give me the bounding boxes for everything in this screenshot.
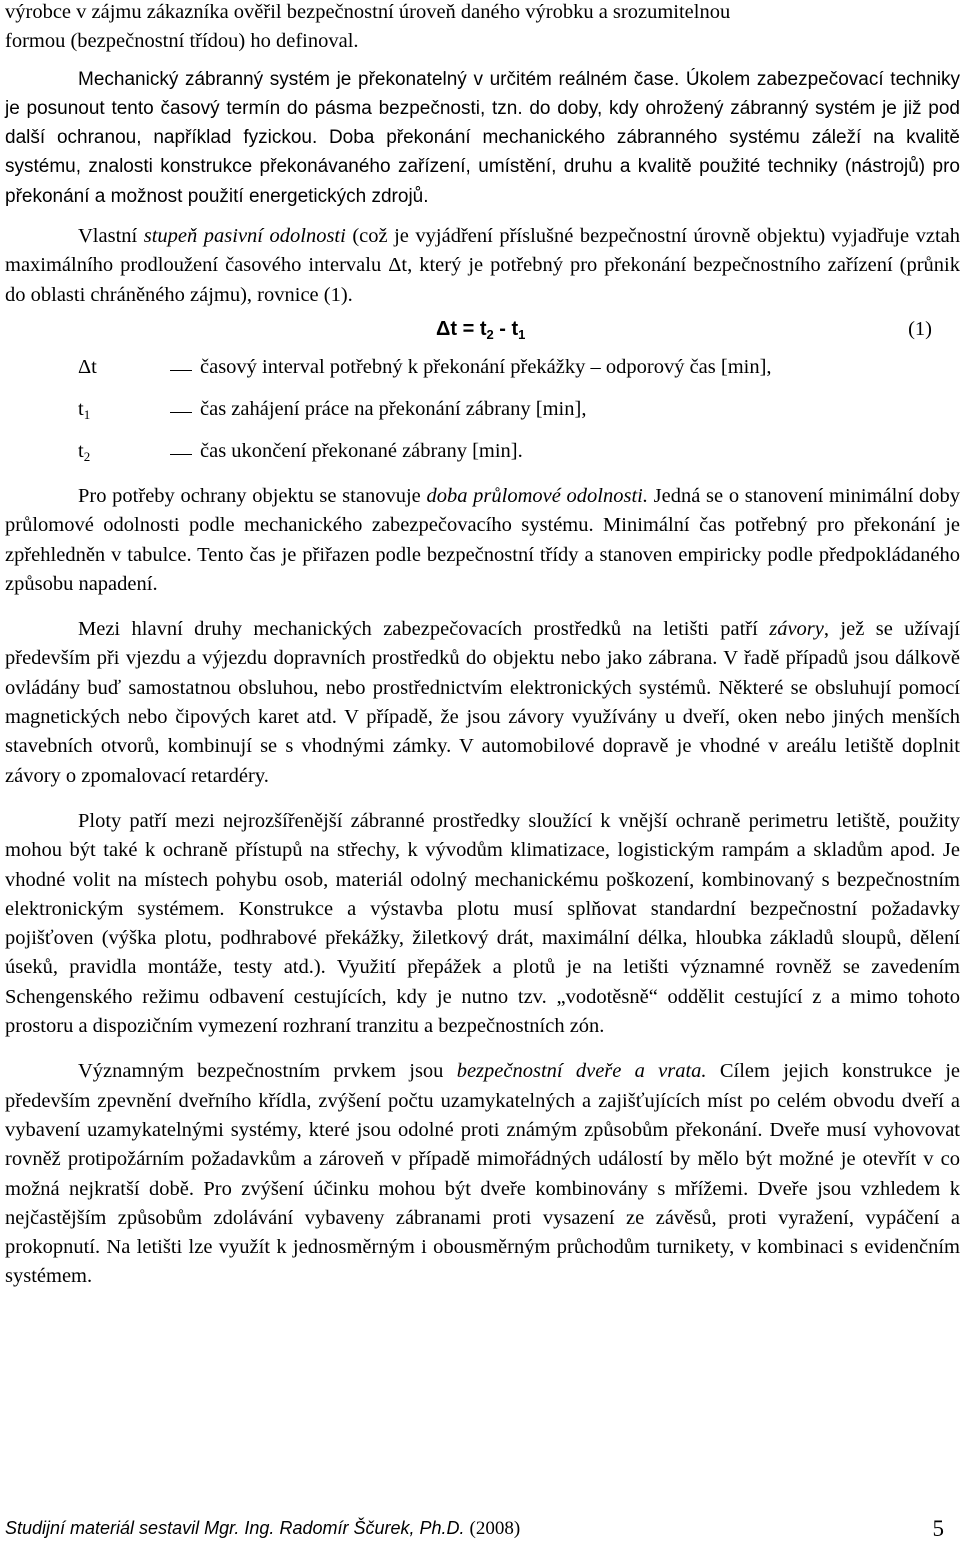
paragraph-barriers <box>5 615 960 791</box>
emphasized-term: doba průlomové odolnosti. <box>426 484 648 507</box>
paragraph-text: Mezi hlavní druhy mechanických zabezpečovacích prostředků na letišti patří <box>78 618 770 641</box>
page-number: 5 <box>932 1516 944 1541</box>
legend-dash <box>170 412 192 413</box>
legend-symbol: $t_2$ <box>78 439 91 464</box>
legend-definition: časový interval potřebný k překonání překážky – odporový čas [min], <box>200 355 772 378</box>
paragraph-fences <box>5 807 960 1041</box>
legend-symbol: $t_1$ <box>78 397 91 422</box>
text-line: formou (bezpečnostní třídou) ho definoval. <box>5 30 359 53</box>
paragraph-text: Mechanický zábranný systém je překonatelný v určitém reálném čase. Úkolem zabezpečovací techniky je posunout tento časový termín do pásma bezpečnosti, tzn. do doby, kdy ohrožený zábranný systém je již pod další ochranou, například fyzickou. <box>5 68 960 149</box>
paragraph-text: Cílem jejich konstrukce je především zpevnění dveřního křídla, zvýšení počtu uzamykatelných a zajišťujících míst po celém obvodu dveří a vybavení uzamykatelnými systémy, které jsou odolné proti známým způsobům překonání. Dveře musí vyhovovat rovněž protipožárním požadavkům a zároveň v případě mimořádných událostí by mělo být možné je otevřít v co možná nejkratší době. Pro zvýšení účinku mohou být dveře kombinovány s mřížemi. Dveře jsou vzhledem k nejčastějším způsobům zdolávání vybaveny zábranami proti vysazení ze závěsů, proti vyražení, vypáčení a prokopnutí. Na letišti lze využít k jednosměrným i obousměrným průchodům turnikety, v kombinaci s evidenčním systémem. <box>5 1060 960 1288</box>
paragraph-security-doors <box>5 1057 960 1291</box>
paragraph-text: Doba překonání mechanického zábranného systému záleží na kvalitě systému, znalosti konstrukce překonávaného zařízení, umístění, druhu a kvalitě použité techniky (nástrojů) pro překonání a možnost použití energetických zdrojů. <box>5 127 960 207</box>
paragraph-passive-resistance <box>5 222 960 310</box>
paragraph-text: , jež se užívají především při vjezdu a výjezdu dopravních prostředků do objektu nebo jako zábrana. V řadě případů jsou dálkově ovládány buď samostatnou obsluhou, nebo prostřednictvím elektronických systémů. Některé se obsluhují pomocí magnetických nebo čipových karet atd. V případě, že jsou závory využívány u dveří, oken nebo jiných menších stavebních otvorů, kombinují se s vhodnými zámky. V automobilové dopravě je vhodné v areálu letiště doplnit závory o zpomalovací retardéry. <box>5 618 960 787</box>
paragraph-text: Významným bezpečnostním prvkem jsou <box>78 1060 457 1083</box>
paragraph-text: Pro potřeby ochrany objektu se stanovuje <box>78 484 427 507</box>
equation-1 <box>5 314 960 354</box>
legend-definition: čas ukončení překonané zábrany [min]. <box>200 439 523 462</box>
footer-credit: Studijní materiál sestavil Mgr. Ing. Radomír Ščurek, Ph.D. (2008) <box>5 1518 521 1539</box>
emphasized-term: bezpečnostní dveře a vrata. <box>456 1060 707 1083</box>
page-footer <box>5 1518 944 1548</box>
footer-year: (2008) <box>469 1518 521 1539</box>
equation-legend <box>5 354 960 486</box>
legend-dash <box>170 454 192 455</box>
paragraph-continuation <box>5 0 960 57</box>
legend-definition: čas zahájení práce na překonání zábrany [min], <box>200 397 587 420</box>
legend-symbol: Δt <box>78 355 97 378</box>
paragraph-mechanical-system <box>5 65 960 211</box>
equation-number: (1) <box>908 317 932 340</box>
legend-dash <box>170 370 192 371</box>
text-line: výrobce v zájmu zákazníka ověřil bezpečnostní úroveň daného výrobku a srozumitelnou <box>5 1 731 23</box>
paragraph-text: Vlastní <box>78 225 144 248</box>
paragraph-breakthrough-time <box>5 482 960 599</box>
paragraph-text: (což je vyjádření příslušné bezpečnostní úrovně objektu) vyjadřuje vztah maximálního prodloužení časového intervalu Δt, který je potřebný pro překonání bezpečnostního zařízení (průnik do oblasti chráněného zájmu), rovnice (1). <box>5 225 960 306</box>
emphasized-term: stupeň pasivní odolnosti <box>143 225 346 248</box>
paragraph-text: Jedná se o stanovení minimální doby průlomové odolnosti podle mechanického zabezpečovacího systému. Minimální čas potřebný pro překonání je zpřehledněn v tabulce. Tento čas je přiřazen podle bezpečnostní třídy a stanoven empiricky podle předpokládaného způsobu napadení. <box>5 484 960 595</box>
equation-formula: $\Delta t = t_2 - t_1$ <box>436 317 526 342</box>
document-page <box>5 0 960 1292</box>
paragraph-text: Ploty patří mezi nejrozšířenější zábranné prostředky sloužící k vnější ochraně perimetru letiště, použity mohou být také k ochraně přístupů na střechy, k vývodům klimatizace, logistickým rampám a skladům apod. Je vhodné volit na místech pohybu osob, materiál odolný mechanickému poškození, kombinovaný s bezpečnostním elektronickým systémem. Konstrukce a výstavba plotu musí splňovat standardní bezpečnostní požadavky pojišťoven (výška plotu, podhrabové překážky, žiletkový drát, maximální délka, hloubka základů sloupů, dělení úseků, pravidla montáže, testy atd.). Využití přepážek a plotů je na letišti významné rovněž se zavedením Schengenského režimu odbavení cestujících, kdy je nutno tzv. „vodotěsně“ oddělit cestující z a mimo tohoto prostoru a dispozičním vymezení rozhraní tranzitu a bezpečnostních zón. <box>5 809 960 1038</box>
emphasized-term: závory <box>769 618 824 641</box>
